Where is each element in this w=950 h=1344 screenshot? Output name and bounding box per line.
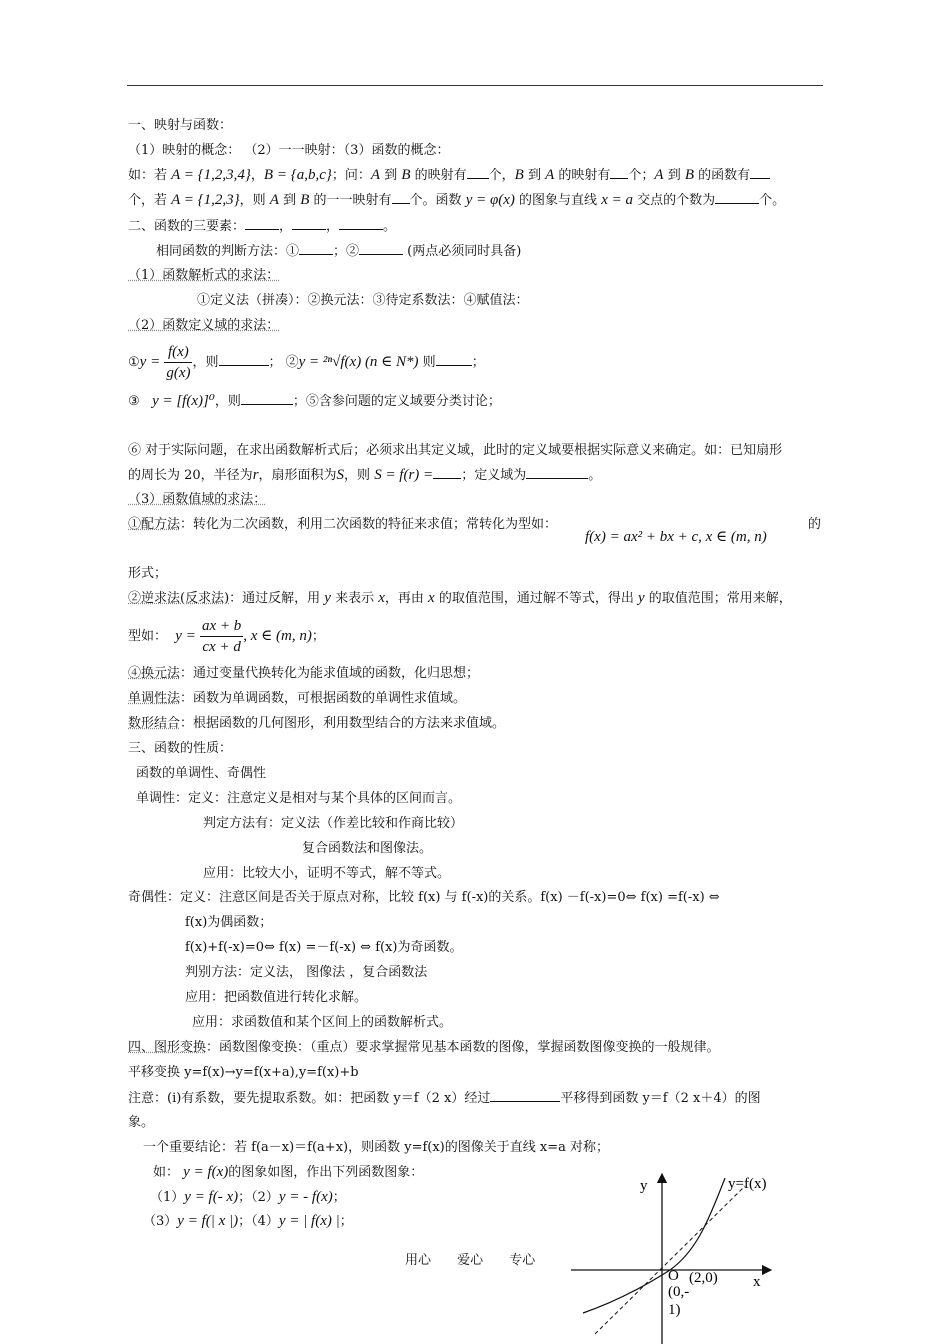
- quadratic-form: f(x) = ax² + bx + c, x ∈ (m, n): [585, 529, 767, 545]
- section-heading-2: 二、函数的三要素： ， ， 。: [128, 219, 397, 234]
- graph-exercise: 如： y = f(x)的图象如图，作出下列函数图象：: [153, 1164, 424, 1180]
- monotonicity-application: 应用：比较大小，证明不等式，解不等式。: [203, 866, 451, 881]
- rational-form: 型如： y = $\frac{ax + b}{cx + d}$ , x ∈ (m, n)；: [128, 618, 325, 655]
- exercise-3-4: （3）y = f(| x |)；（4）y = | f(x) |；: [143, 1213, 353, 1229]
- quadratic-suffix: 的: [808, 517, 822, 532]
- x-axis-label: x: [753, 1274, 761, 1290]
- example-line-2: 个，若 A = {1,2,3}，则 A 到 B 的一一映射有 个。函数 y = φ(x) 的图象与直线 x = a 交点的个数为 个。: [128, 192, 786, 208]
- translation-transform: 平移变换 y=f(x)→y=f(x+a),y=f(x)+b: [128, 1065, 359, 1080]
- sector-example: 的周长为 20，半径为r，扇形面积为S，则 S = f(r) = ；定义域为 。: [128, 467, 602, 483]
- point-label-2-0: (2,0): [689, 1270, 718, 1286]
- odd-function: f(x)+f(-x)=0⇔ f(x) =－f(-x) ⇔ f(x)为奇函数。: [185, 940, 463, 955]
- analytic-methods: ①定义法（拼凑）：②换元法：③待定系数法：④赋值法：: [197, 293, 529, 308]
- coefficient-note-end: 象。: [128, 1115, 155, 1130]
- monotonicity-definition: 单调性：定义：注意定义是相对与某个具体的区间而言。: [136, 791, 462, 806]
- subheading-analytic: （1）函数解析式的求法：: [128, 268, 280, 283]
- same-function-criteria: 相同函数的判断方法：① ；② (两点必须同时具备): [156, 244, 522, 259]
- even-function: f(x)为偶函数；: [185, 915, 273, 930]
- fraction-fx-gx: $\frac{f(x)}{g(x)}$: [166, 344, 191, 381]
- parity-application-1: 应用：把函数值进行转化求解。: [185, 990, 368, 1005]
- section-heading-3: 三、函数的性质：: [128, 741, 233, 756]
- monotonicity-methods-2: 复合函数法和图像法。: [302, 841, 433, 856]
- completing-square: ①配方法：转化为二次函数，利用二次函数的特征来求值；常转化为型如：: [128, 517, 558, 532]
- y-axis-label: y: [640, 1178, 648, 1194]
- function-graph: [565, 1170, 805, 1344]
- form-word: 形式；: [128, 566, 168, 581]
- fraction-ax-b-cx-d: $\frac{ax + b}{cx + d}$: [201, 618, 242, 655]
- monotonic-method: 单调性法：函数为单调函数，可根据函数的单调性求值域。: [128, 691, 467, 706]
- example-line-1: 如：若 A = {1,2,3,4}，B = {a,b,c}；问：A 到 B 的映射有 个，B 到 A 的映射有 个；A 到 B 的函数有: [128, 166, 770, 185]
- curve-f: [583, 1178, 725, 1313]
- section-heading-1: 一、映射与函数：: [128, 118, 233, 133]
- concept-list: （1）映射的概念： （2）一一映射：（3）函数的概念：: [128, 143, 450, 158]
- parity-application-2: 应用：求函数值和某个区间上的函数解析式。: [192, 1015, 453, 1030]
- domain-rules-1: ①y = $\frac{f(x)}{g(x)}$ ，则 ； ②y = ²ⁿ√f(x) (n ∈ N*) 则 ；: [128, 344, 485, 381]
- point-label-0-neg1-b: 1): [668, 1302, 681, 1318]
- origin-label: O: [668, 1268, 679, 1284]
- properties-title: 函数的单调性、奇偶性: [136, 766, 267, 781]
- domain-rules-2: ③ y = [f(x)]⁰，则 ；⑤含参问题的定义域要分类讨论；: [128, 393, 501, 409]
- coefficient-note: 注意：(ⅰ)有系数，要先提取系数。如：把函数 y＝f（2 x）经过 平移得到函数 y＝f（2 x＋4）的图: [128, 1091, 761, 1106]
- practical-domain: ⑥ 对于实际问题，在求出函数解析式后；必须求出其定义域，此时的定义域要根据实际意义来确定。如：已知扇形: [128, 443, 783, 458]
- monotonicity-methods: 判定方法有：定义法（作差比较和作商比较）: [203, 816, 464, 831]
- parity-definition: 奇偶性：定义：注意区间是否关于原点对称，比较 f(x) 与 f(-x)的关系。f(x) －f(-x)=0⇔ f(x) =f(-x) ⇔: [128, 890, 720, 905]
- page-footer: 用心 爱心 专心: [405, 1253, 536, 1268]
- curve-label: y=f(x): [728, 1176, 767, 1192]
- section-heading-4: 四、图形变换：函数图像变换：（重点）要求掌握常见基本函数的图像，掌握函数图像变换的一般规律。: [128, 1040, 720, 1055]
- subheading-domain: （2）函数定义域的求法：: [128, 318, 280, 333]
- inverse-method: ②逆求法(反求法)：通过反解，用 y 来表示 x，再由 x 的取值范围，通过解不等式，得出 y 的取值范围；常用来解，: [128, 590, 792, 606]
- exercise-1-2: （1）y = f(- x)；（2）y = - f(x)；: [150, 1189, 346, 1205]
- symmetry-conclusion: 一个重要结论：若 f(a－x)＝f(a+x)，则函数 y=f(x)的图像关于直线 x=a 对称；: [143, 1140, 609, 1155]
- subheading-range: （3）函数值域的求法：: [128, 492, 267, 507]
- point-label-0-neg1-a: (0,-: [668, 1284, 690, 1300]
- graphical-method: 数形结合：根据函数的几何图形，利用数型结合的方法来求值域。: [128, 716, 506, 731]
- top-rule: [127, 85, 823, 86]
- substitution-method: ④换元法：通过变量代换转化为能求值域的函数，化归思想；: [128, 666, 480, 681]
- parity-methods: 判别方法：定义法， 图像法 ，复合函数法: [185, 965, 428, 980]
